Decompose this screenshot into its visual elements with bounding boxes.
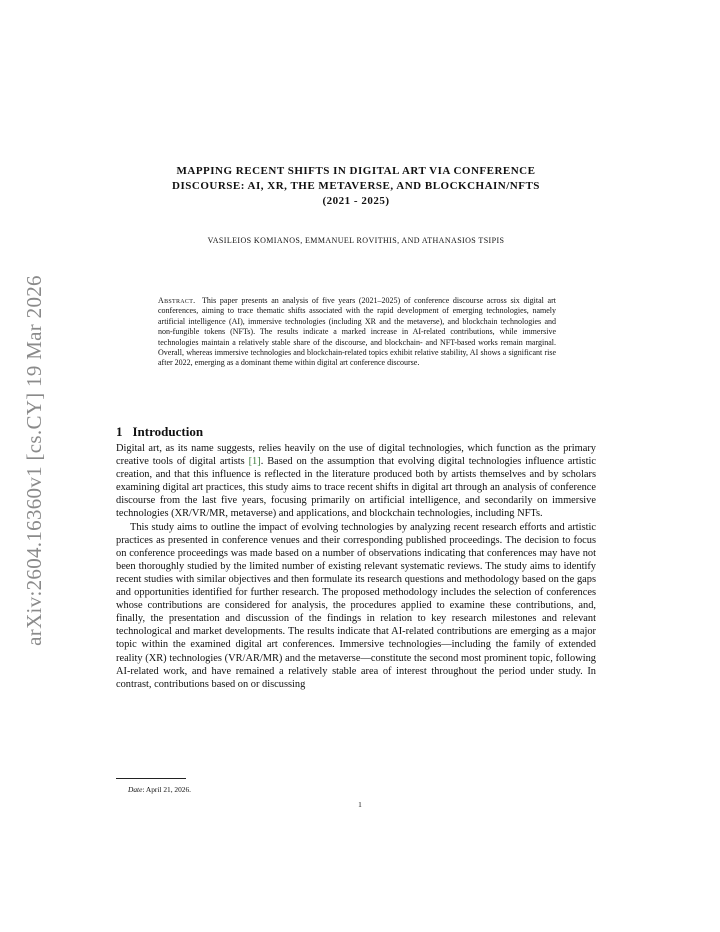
arxiv-identifier-text: arXiv:2604.16360v1 [cs.CY] 19 Mar 2026 <box>21 274 46 646</box>
section-number: 1 <box>116 424 123 439</box>
author-list: VASILEIOS KOMIANOS, EMMANUEL ROVITHIS, AND ATHANASIOS TSIPIS <box>207 236 505 245</box>
footnote-divider <box>116 778 186 779</box>
footnote-date-label: Date <box>128 785 143 794</box>
page-number: 1 <box>358 800 362 809</box>
paper-title-line-3: (2021 - 2025) <box>322 195 390 207</box>
paper-title <box>116 164 596 209</box>
abstract-text: This paper presents an analysis of five years (2021–2025) of conference discourse across six digital art conferences, aiming to trace thematic shifts associated with the rapid development of emerging technologies, namely artificial intelligence (AI), immersive technologies (including XR and the metaverse), and blockchain technologies and non-fungible tokens (NFTs). The results indicate a marked increase in AI-related contributions, while immersive technologies maintain a relatively stable share of the discourse, and blockchain- and NFT-based works remain marginal. Overall, whereas immersive technologies and blockchain-related topics exhibit relative stability, AI shows a significant rise after 2022, emerging as a dominant theme within digital art conference discourse. <box>158 296 556 368</box>
footnote-date <box>128 785 191 794</box>
paragraph-2: This study aims to outline the impact of evolving technologies by analyzing recent research efforts and artistic practices as presented in conference venues and their corresponding published proceedings. The decision to focus on conference proceedings was made based on a number of observations indicating that conferences may have not been thoroughly studied by the limited number of existing relevant systematic reviews. The study aims to identify recent studies with similar objectives and then formulate its research questions and methodology based on the gaps and opportunities identified for further research. The proposed methodology includes the selection of conferences whose contributions are considered for analysis, the procedures applied to examine these contributions, and, finally, the presentation and discussion of the findings in relation to key research milestones and relevant technological and market developments. The results indicate that AI-related contributions are emerging as a major topic within the examined digital art conferences. Immersive technologies—including the family of extended reality (XR) technologies (VR/AR/MR) and the metaverse—constitute the second most prominent topic, following AI-related work, and have remained a relatively stable area of interest throughout the period under study. In contrast, contributions based on or discussing <box>116 521 596 690</box>
footnote-date-value: : April 21, 2026. <box>142 785 192 794</box>
arxiv-identifier-stamp <box>14 250 54 670</box>
abstract-label: Abstract. <box>158 296 196 305</box>
paragraph-1 <box>116 442 596 521</box>
citation-link[interactable]: [1] <box>248 456 261 468</box>
paper-title-line-1: MAPPING RECENT SHIFTS IN DIGITAL ART VIA CONFERENCE <box>176 165 536 177</box>
paragraph-1-text-b: . Based on the assumption that evolving digital technologies influence artistic creation, and that this influence is reflected in the literature produced both by artists themselves and by scholars examining digital art practices, this study aims to trace recent shifts in digital art through an analysis of conference discourse from the last five years, focusing primarily on artificial intelligence, and secondarily on immersive technologies (XR/VR/MR, metaverse) and applications, and blockchain technologies, including NFTs. <box>116 456 596 520</box>
section-heading-introduction <box>116 424 203 440</box>
section-title-text: Introduction <box>132 424 204 439</box>
abstract <box>158 296 556 369</box>
introduction-body <box>116 442 596 691</box>
paper-title-line-2: DISCOURSE: AI, XR, THE METAVERSE, AND BLOCKCHAIN/NFTS <box>172 180 540 192</box>
paragraph-1-text-a: Digital art, as its name suggests, relies heavily on the use of digital technologies, which function as the primary creative tools of digital artists <box>116 443 596 468</box>
